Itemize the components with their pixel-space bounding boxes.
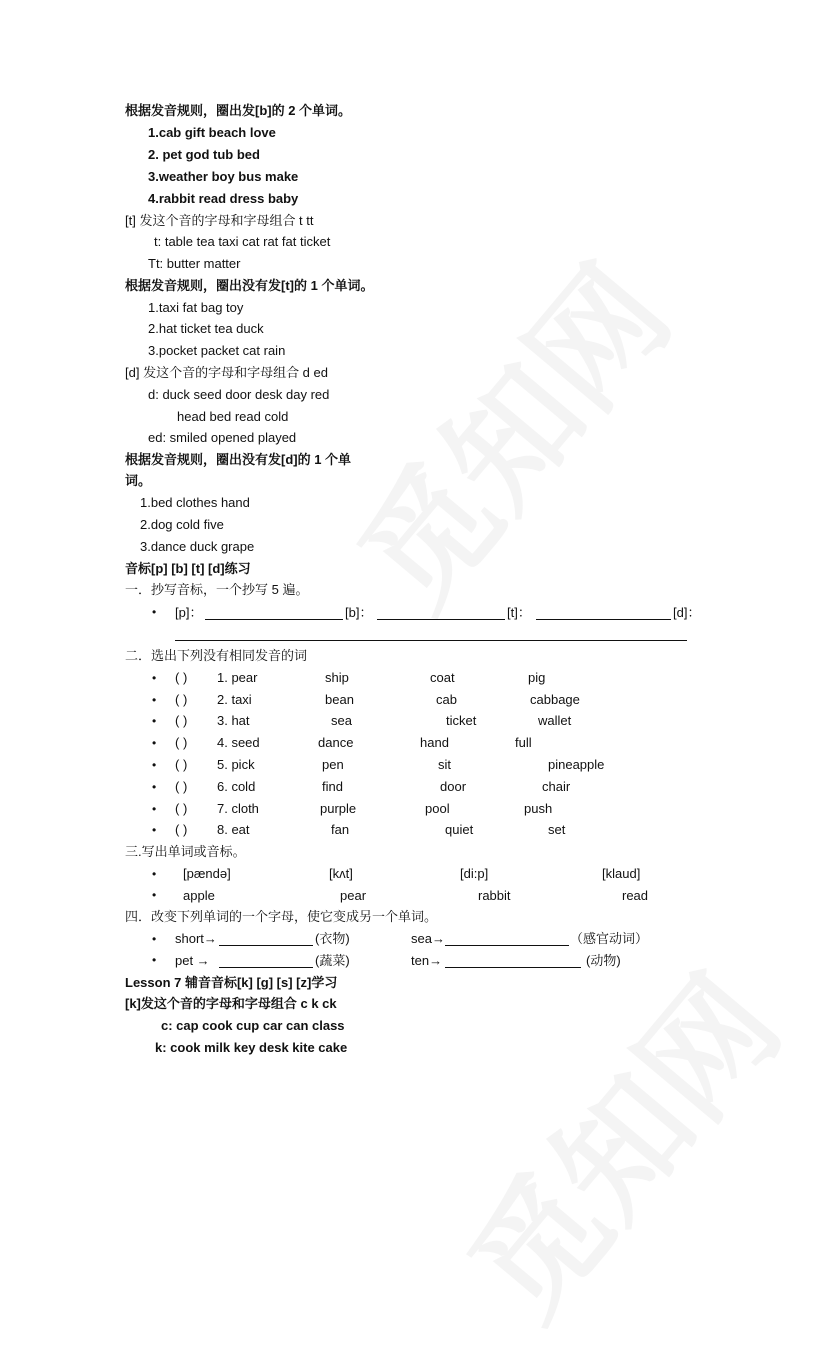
q2-row-w3: set <box>548 822 566 837</box>
d-line-1: d: duck seed door desk day red <box>148 387 330 402</box>
q2-row-w3: pig <box>528 670 546 685</box>
q1-label-p: [p]： <box>175 605 203 620</box>
q2-row-w1: ship <box>325 670 349 685</box>
q4-pet: pet → <box>175 953 210 968</box>
q3-phonetic-3: [di:p] <box>460 866 489 881</box>
q2-row-num: 7. cloth <box>217 801 259 816</box>
q2-row-paren[interactable]: ( ) <box>175 801 188 816</box>
s2-item-3: 3.pocket packet cat rain <box>148 343 286 358</box>
q1-label-d: [d]： <box>673 605 701 620</box>
q3-word-2: pear <box>340 888 367 903</box>
q2-row-w2: ticket <box>446 713 477 728</box>
q4-sea: sea→ <box>411 931 445 946</box>
q2-row-w3: full <box>515 735 532 750</box>
q2-row-w2: cab <box>436 692 457 707</box>
q4-blank-pet[interactable] <box>219 953 313 968</box>
d-heading: [d] 发这个音的字母和字母组合 d ed <box>125 365 328 380</box>
q3-phonetic-2: [kʌt] <box>329 866 353 881</box>
q2-row-w2: pool <box>425 801 450 816</box>
q4-ten: ten→ <box>411 953 443 968</box>
q4-heading: 四．改变下列单词的一个字母，使它变成另一个单词。 <box>125 909 438 924</box>
bullet: • <box>152 605 157 619</box>
bullet: • <box>152 953 157 967</box>
q4-ten-hint: (动物) <box>586 953 621 968</box>
q2-row-w1: find <box>322 779 343 794</box>
q2-row-w2: hand <box>420 735 449 750</box>
q2-row-w2: coat <box>430 670 455 685</box>
q2-row-paren[interactable]: ( ) <box>175 692 188 707</box>
q3-word-3: rabbit <box>478 888 511 903</box>
lesson7-c-line: c: cap cook cup car can class <box>161 1018 345 1033</box>
lesson7-k-line: k: cook milk key desk kite cake <box>155 1040 348 1055</box>
q2-row-w3: chair <box>542 779 571 794</box>
q2-row-w1: pen <box>322 757 344 772</box>
practice-title: 音标[p] [b] [t] [d]练习 <box>125 561 251 576</box>
s3-item-2: 2.dog cold five <box>140 517 224 532</box>
d-line-3: ed: smiled opened played <box>148 430 297 445</box>
bullet: • <box>152 823 157 837</box>
bullet: • <box>152 758 157 772</box>
q2-row-w2: sit <box>438 757 451 772</box>
q1-blank-p[interactable] <box>205 605 343 620</box>
s1-item-1: 1.cab gift beach love <box>148 125 276 140</box>
q3-heading: 三.写出单词或音标。 <box>125 844 246 859</box>
q4-blank-short[interactable] <box>219 931 313 946</box>
q3-word-4: read <box>622 888 649 903</box>
q1-label-b: [b]： <box>345 605 373 620</box>
q2-row-num: 8. eat <box>217 822 250 837</box>
lesson7-k-heading: [k]发这个音的字母和字母组合 c k ck <box>125 996 337 1011</box>
q3-word-1: apple <box>183 888 215 903</box>
q2-row-w1: dance <box>318 735 354 750</box>
t-line-2: Tt: butter matter <box>148 256 241 271</box>
q2-row-w1: bean <box>325 692 354 707</box>
bullet: • <box>152 780 157 794</box>
q1-blank-d[interactable] <box>175 626 687 641</box>
bullet: • <box>152 671 157 685</box>
q2-row-paren[interactable]: ( ) <box>175 670 188 685</box>
bullet: • <box>152 693 157 707</box>
q2-row-num: 2. taxi <box>217 692 252 707</box>
q2-row-num: 4. seed <box>217 735 260 750</box>
q2-row-num: 6. cold <box>217 779 256 794</box>
q2-row-paren[interactable]: ( ) <box>175 757 188 772</box>
s1-item-3: 3.weather boy bus make <box>148 169 299 184</box>
q2-row-w1: sea <box>331 713 352 728</box>
q2-row-w1: purple <box>320 801 357 816</box>
s3-heading-line-2: 词。 <box>125 473 152 488</box>
q2-row-paren[interactable]: ( ) <box>175 822 188 837</box>
q4-blank-sea[interactable] <box>445 931 569 946</box>
q3-phonetic-4: [klaud] <box>602 866 641 881</box>
q1-blank-t[interactable] <box>536 605 671 620</box>
q2-row-paren[interactable]: ( ) <box>175 735 188 750</box>
q4-sea-hint: （感官动词） <box>570 931 649 946</box>
s1-item-4: 4.rabbit read dress baby <box>148 191 299 206</box>
q1-label-t: [t]： <box>507 605 531 620</box>
q2-row-num: 5. pick <box>217 757 255 772</box>
q1-blank-b[interactable] <box>377 605 505 620</box>
q4-blank-ten[interactable] <box>445 953 581 968</box>
q2-row-w2: quiet <box>445 822 474 837</box>
q3-phonetic-1: [pændə] <box>183 866 231 881</box>
bullet: • <box>152 867 157 881</box>
s3-heading-line-1: 根据发音规则，圈出没有发[d]的 1 个单 <box>125 452 352 467</box>
t-heading: [t] 发这个音的字母和字母组合 t tt <box>125 213 314 228</box>
s1-heading: 根据发音规则，圈出发[b]的 2 个单词。 <box>125 103 352 118</box>
s2-item-1: 1.taxi fat bag toy <box>148 300 244 315</box>
q1-heading: 一．抄写音标，一个抄写 5 遍。 <box>125 582 309 597</box>
q2-row-w1: fan <box>331 822 350 837</box>
s1-item-2: 2. pet god tub bed <box>148 147 260 162</box>
q2-row-paren[interactable]: ( ) <box>175 779 188 794</box>
q4-pet-hint: (蔬菜) <box>315 953 350 968</box>
t-line-1: t: table tea taxi cat rat fat ticket <box>154 234 331 249</box>
q2-row-paren[interactable]: ( ) <box>175 713 188 728</box>
q2-heading: 二．选出下列没有相同发音的词 <box>125 648 308 663</box>
q2-row-w3: wallet <box>538 713 572 728</box>
bullet: • <box>152 932 157 946</box>
s2-heading: 根据发音规则，圈出没有发[t]的 1 个单词。 <box>125 278 374 293</box>
q2-row-w3: push <box>524 801 553 816</box>
q2-row-w3: pineapple <box>548 757 605 772</box>
bullet: • <box>152 802 157 816</box>
bullet: • <box>152 714 157 728</box>
q2-row-w2: door <box>440 779 467 794</box>
s3-item-1: 1.bed clothes hand <box>140 495 250 510</box>
watermark-bottom <box>420 931 814 1350</box>
bullet: • <box>152 736 157 750</box>
s3-item-3: 3.dance duck grape <box>140 539 255 554</box>
q2-row-num: 3. hat <box>217 713 250 728</box>
q2-row-num: 1. pear <box>217 670 258 685</box>
lesson7-title: Lesson 7 辅音音标[k] [g] [s] [z]学习 <box>125 975 338 990</box>
d-line-2: head bed read cold <box>177 409 289 424</box>
bullet: • <box>152 888 157 902</box>
q4-short: short→ <box>175 931 217 946</box>
s2-item-2: 2.hat ticket tea duck <box>148 321 264 336</box>
q2-row-w3: cabbage <box>530 692 580 707</box>
q4-short-hint: (衣物) <box>315 931 350 946</box>
